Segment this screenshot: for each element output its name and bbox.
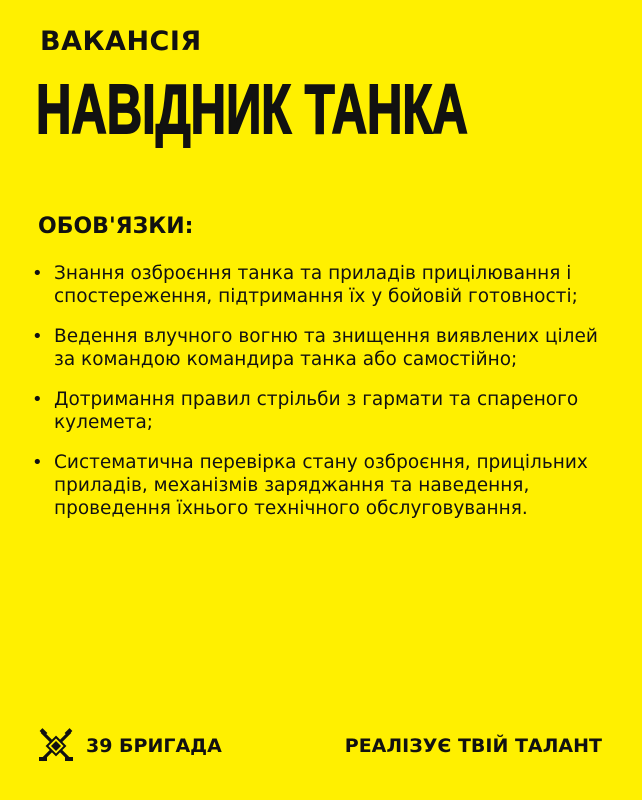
duty-item xyxy=(32,325,622,371)
bullet-icon: • xyxy=(32,326,43,347)
slogan: РЕАЛІЗУЄ ТВІЙ ТАЛАНТ xyxy=(344,735,602,757)
brigade-block xyxy=(38,728,222,764)
bullet-icon: • xyxy=(32,389,43,410)
duty-item xyxy=(32,262,622,308)
duties-list xyxy=(32,262,622,537)
brigade-name: 39 БРИГАДА xyxy=(86,735,222,757)
bullet-icon: • xyxy=(32,452,43,473)
duty-item xyxy=(32,388,622,434)
duty-text: Ведення влучного вогню та знищення виявлених цілей за командою командира танка або самостійно; xyxy=(54,326,598,370)
duty-text: Систематична перевірка стану озброєння, прицільних приладів, механізмів заряджання та наведення, проведення їхнього технічного обслуговування. xyxy=(54,452,588,519)
vacancy-title: НАВІДНИК ТАНКА xyxy=(36,70,468,148)
vacancy-kicker: ВАКАНСІЯ xyxy=(40,26,202,57)
duty-text: Дотримання правил стрільби з гармати та спареного кулемета; xyxy=(54,389,579,433)
bullet-icon: • xyxy=(32,263,43,284)
duty-item xyxy=(32,451,622,520)
duty-text: Знання озброєння танка та приладів прицілювання і спостереження, підтримання їх у бойовій готовності; xyxy=(54,263,578,307)
duties-heading: ОБОВ'ЯЗКИ: xyxy=(38,214,194,239)
crossed-swords-emblem-icon xyxy=(38,728,74,764)
